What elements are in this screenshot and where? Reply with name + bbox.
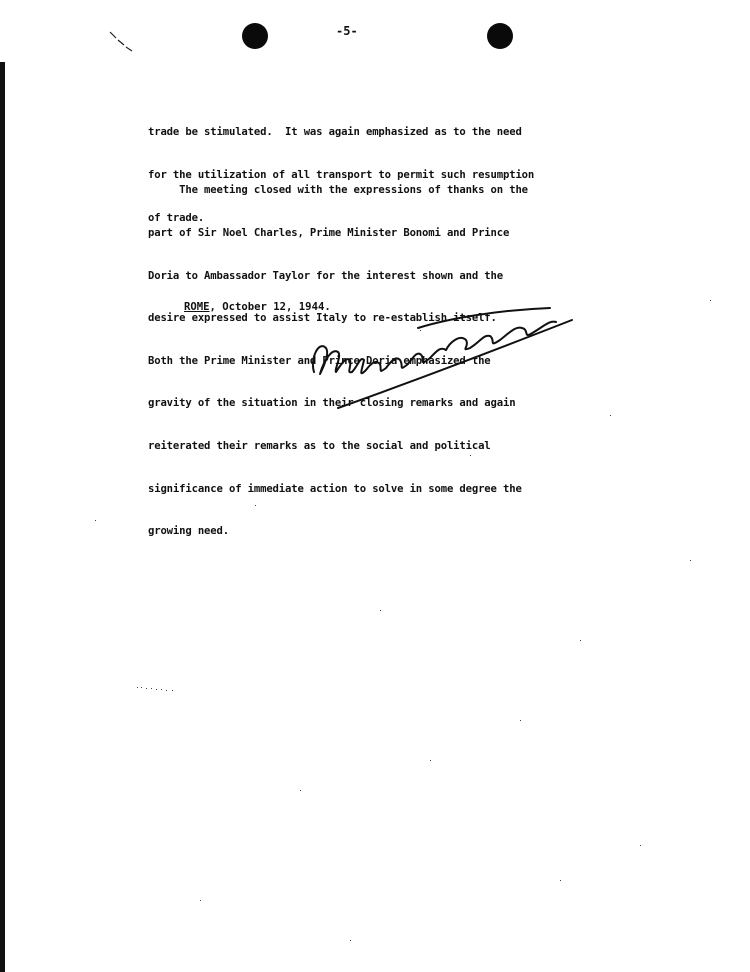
paragraph-line: growing need. (148, 525, 229, 538)
paragraph-line: for the utilization of all transport to permit such resumption (148, 169, 535, 182)
binder-hole-right (487, 23, 513, 49)
paragraph-line: Both the Prime Minister and Prince Doria emphasized the (148, 354, 491, 367)
paragraph-line: desire expressed to assist Italy to re-establish itself. (148, 312, 497, 325)
handwritten-signature (300, 290, 590, 420)
binder-hole-left (242, 23, 268, 49)
scan-scratch-mark (108, 30, 134, 52)
dateline-date: , October 12, 1944. (209, 301, 331, 313)
page-number: -5- (336, 24, 358, 38)
paragraph-line: part of Sir Noel Charles, Prime Minister Bonomi and Prince (148, 227, 510, 240)
paragraph-line: Doria to Ambassador Taylor for the interest shown and the (148, 269, 503, 282)
paragraph-line: trade be stimulated. It was again emphasized as to the need (148, 126, 522, 139)
dateline-place: ROME (184, 301, 210, 313)
paragraph-line: reiterated their remarks as to the social and political (148, 440, 491, 453)
paragraph-line: The meeting closed with the expressions of thanks on the (148, 184, 528, 197)
paragraph-line: of trade. (148, 211, 205, 224)
paragraph-line: significance of immediate action to solve in some degree the (148, 482, 522, 495)
paragraph-line: gravity of the situation in their closing remarks and again (148, 397, 516, 410)
scan-edge-shadow (0, 62, 5, 972)
